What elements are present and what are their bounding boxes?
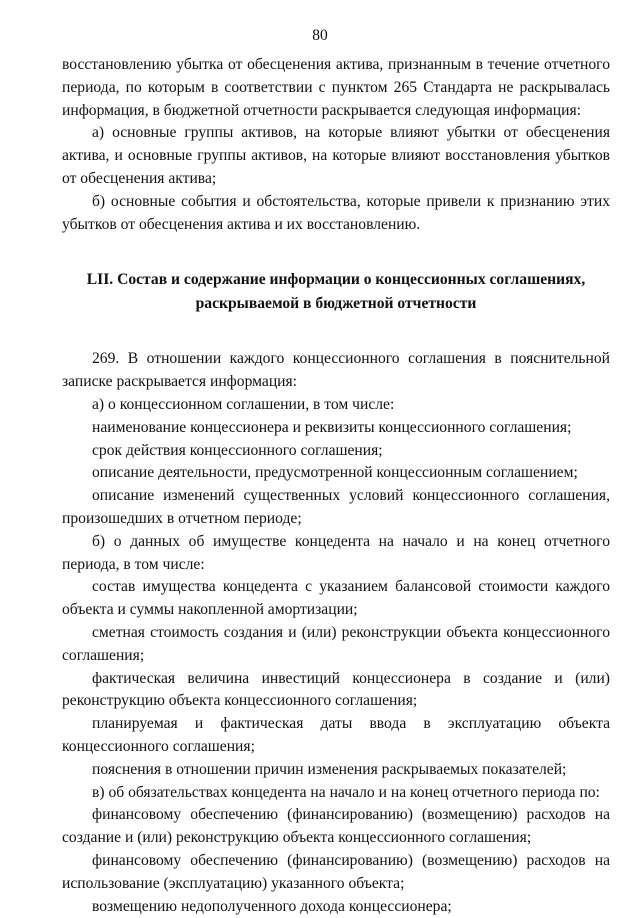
paragraph-269-c-3: возмещению недополученного дохода концессионера; bbox=[62, 896, 610, 918]
paragraph-269-b-4: планируемая и фактическая даты ввода в эксплуатацию объекта концессионного соглашения; bbox=[62, 713, 610, 759]
paragraph-269-a-4: описание изменений существенных условий концессионного соглашения, произошедших в отчетном периоде; bbox=[62, 485, 610, 531]
paragraph-269-a-2: срок действия концессионного соглашения; bbox=[62, 440, 610, 463]
paragraph-continuation: восстановлению убытка от обесценения актива, признанным в течение отчетного периода, по которым в соответствии с пунктом 265 Стандарта не раскрывалась информация, в бюджетной отчетности раскрывается следующая информация: bbox=[62, 54, 610, 122]
paragraph-269-b-1: состав имущества концедента с указанием балансовой стоимости каждого объекта и суммы накопленной амортизации; bbox=[62, 576, 610, 622]
paragraph-269-b: б) о данных об имуществе концедента на начало и на конец отчетного периода, в том числе: bbox=[62, 531, 610, 577]
section-heading-line-2: раскрываемой в бюджетной отчетности bbox=[62, 292, 610, 316]
paragraph-269-b-5: пояснения в отношении причин изменения раскрываемых показателей; bbox=[62, 759, 610, 782]
section-heading-line-1: LII. Состав и содержание информации о концессионных соглашениях, bbox=[62, 268, 610, 292]
paragraph-269: 269. В отношении каждого концессионного соглашения в пояснительной записке раскрывается информация: bbox=[62, 348, 610, 394]
paragraph-269-a-1: наименование концессионера и реквизиты концессионного соглашения; bbox=[62, 417, 610, 440]
spacer bbox=[62, 236, 610, 246]
paragraph-269-c-1: финансовому обеспечению (финансированию) (возмещению) расходов на создание и (или) реконструкцию объекта концессионного соглашения; bbox=[62, 804, 610, 850]
paragraph-269-b-2: сметная стоимость создания и (или) реконструкции объекта концессионного соглашения; bbox=[62, 622, 610, 668]
spacer bbox=[62, 338, 610, 348]
paragraph-269-a-3: описание деятельности, предусмотренной концессионным соглашением; bbox=[62, 462, 610, 485]
paragraph-item-a: а) основные группы активов, на которые влияют убытки от обесценения актива, и основные группы активов, на которые влияют восстановления убытков от обесценения актива; bbox=[62, 122, 610, 190]
paragraph-269-c-2: финансовому обеспечению (финансированию) (возмещению) расходов на использование (эксплуатацию) указанного объекта; bbox=[62, 850, 610, 896]
paragraph-269-b-3: фактическая величина инвестиций концессионера в создание и (или) реконструкцию объекта концессионного соглашения; bbox=[62, 668, 610, 714]
page-number: 80 bbox=[0, 27, 640, 45]
paragraph-269-c: в) об обязательствах концедента на начало и на конец отчетного периода по: bbox=[62, 782, 610, 805]
paragraph-269-a: а) о концессионном соглашении, в том числе: bbox=[62, 394, 610, 417]
section-heading bbox=[62, 268, 610, 316]
document-body bbox=[62, 54, 610, 918]
paragraph-item-b: б) основные события и обстоятельства, которые привели к признанию этих убытков от обесценения актива и их восстановлению. bbox=[62, 191, 610, 237]
